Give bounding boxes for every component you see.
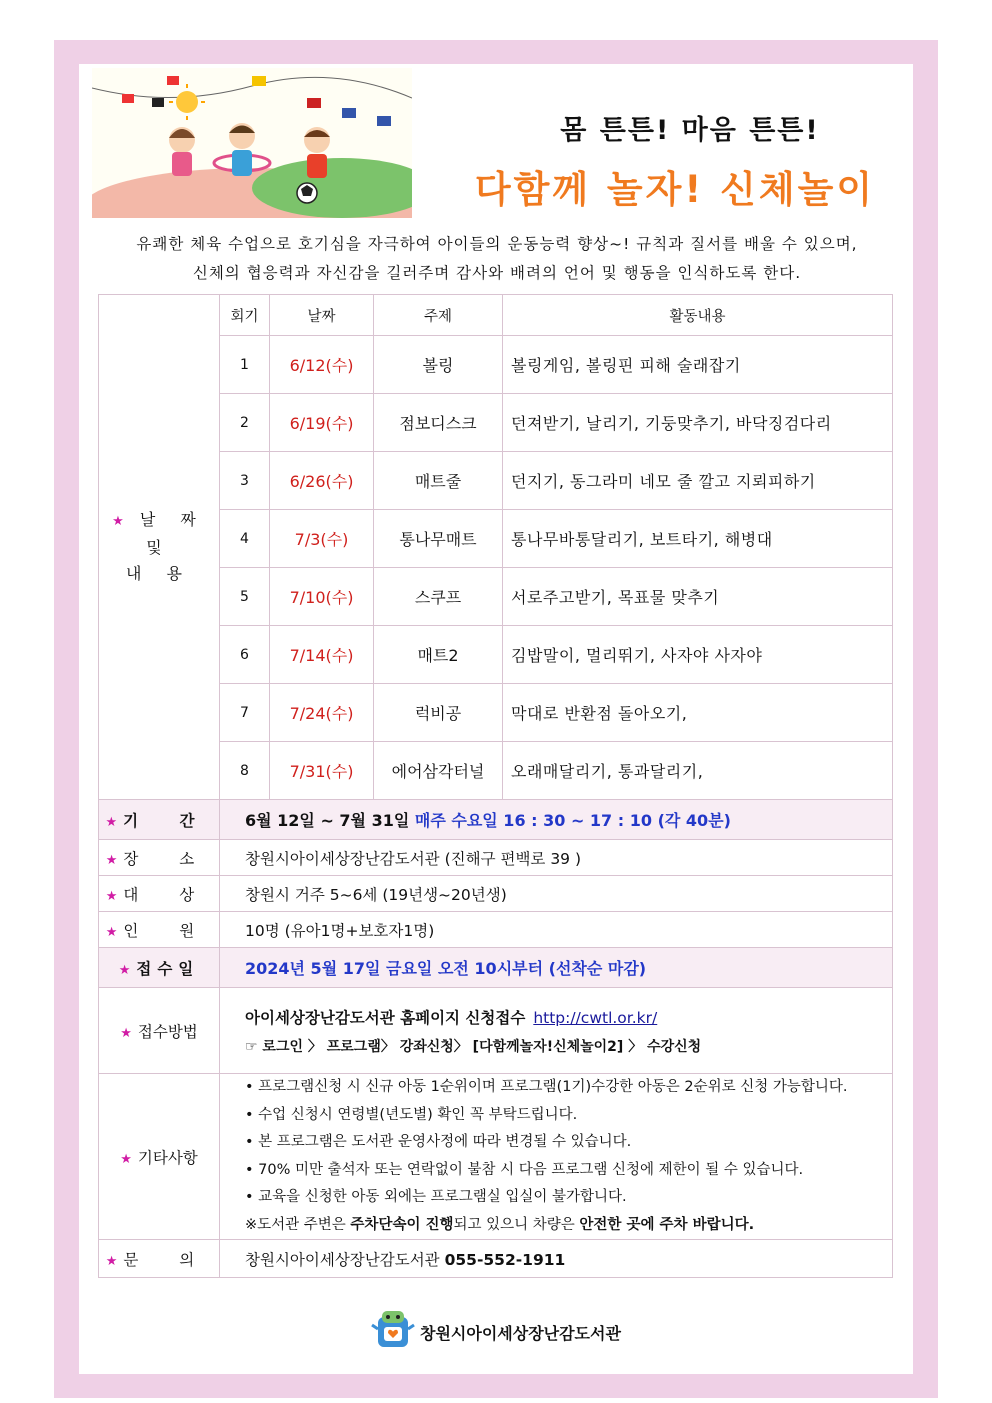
parking-note-b: 주차단속이 진행 (350, 1216, 454, 1233)
star-icon: ★ (105, 888, 118, 904)
reception-label-text: 접수일 (136, 959, 200, 978)
row-no: 5 (220, 568, 270, 626)
star-icon: ★ (105, 1253, 118, 1269)
row-activity: 던지기, 동그라미 네모 줄 깔고 지뢰피하기 (503, 452, 893, 510)
schedule-label-line1: 날 짜 (139, 510, 206, 529)
capacity-row (99, 912, 893, 948)
place-row (99, 840, 893, 876)
row-activity: 던져받기, 날리기, 기둥맞추기, 바닥징검다리 (503, 394, 893, 452)
title-block (420, 108, 900, 213)
header-topic: 주제 (374, 295, 503, 336)
contact-phone: 055-552-1911 (444, 1250, 566, 1269)
note-item: • 본 프로그램은 도서관 운영사정에 따라 변경될 수 있습니다. (245, 1134, 632, 1150)
note-item: • 교육을 신청한 아동 외에는 프로그램실 입실이 불가합니다. (245, 1189, 627, 1205)
title-line1: 몸 튼튼! 마음 튼튼! (560, 115, 820, 146)
row-no: 1 (220, 336, 270, 394)
schedule-label-line2: 및 (146, 538, 172, 557)
parking-note-c: 되고 있으니 차량은 (453, 1216, 580, 1233)
star-icon: ★ (120, 1151, 132, 1167)
row-no: 8 (220, 742, 270, 800)
header-no: 회기 (220, 295, 270, 336)
row-topic: 럭비공 (374, 684, 503, 742)
notes-label (99, 1074, 220, 1240)
row-topic: 볼링 (374, 336, 503, 394)
row-activity: 볼링게임, 볼링핀 피해 술래잡기 (503, 336, 893, 394)
kids-playing-illustration (92, 68, 412, 218)
star-icon: ★ (105, 814, 118, 830)
title-line2: 다함께 놀자! 신체놀이 (474, 168, 876, 211)
star-icon: ★ (105, 924, 118, 940)
place-label-text: 장 소 (123, 849, 213, 868)
row-topic: 매트줄 (374, 452, 503, 510)
place-value: 창원시아이세상장난감도서관 (진해구 편백로 39 ) (220, 840, 893, 876)
target-value: 창원시 거주 5~6세 (19년생~20년생) (220, 876, 893, 912)
contact-row (99, 1240, 893, 1278)
row-date: 6/26(수) (270, 452, 374, 510)
notes-value (220, 1074, 893, 1240)
homepage-link[interactable]: http://cwtl.or.kr/ (533, 1008, 658, 1027)
method-line1: 아이세상장난감도서관 홈페이지 신청접수 (245, 1008, 526, 1027)
footer-logo (370, 1307, 670, 1357)
contact-value (220, 1240, 893, 1278)
header-activity: 활동내용 (503, 295, 893, 336)
row-date: 7/31(수) (270, 742, 374, 800)
star-icon: ★ (118, 962, 131, 978)
row-date: 7/10(수) (270, 568, 374, 626)
row-date: 7/24(수) (270, 684, 374, 742)
row-date: 6/19(수) (270, 394, 374, 452)
footer-org-name: 창원시아이세상장난감도서관 (420, 1324, 621, 1343)
target-label-text: 대 상 (123, 885, 213, 904)
parking-note (245, 1212, 892, 1240)
target-row (99, 876, 893, 912)
note-item: • 수업 신청시 연령별(년도별) 확인 꼭 부탁드립니다. (245, 1106, 578, 1123)
target-label (99, 876, 220, 912)
method-row (99, 988, 893, 1074)
row-no: 7 (220, 684, 270, 742)
row-activity: 통나무바통달리기, 보트타기, 해병대 (503, 510, 893, 568)
capacity-label-text: 인 원 (123, 921, 213, 940)
contact-name: 창원시아이세상장난감도서관 (245, 1250, 440, 1269)
row-activity: 오래매달리기, 통과달리기, (503, 742, 893, 800)
row-topic: 점보디스크 (374, 394, 503, 452)
row-no: 3 (220, 452, 270, 510)
program-table (98, 294, 893, 1278)
row-date: 7/14(수) (270, 626, 374, 684)
row-topic: 스쿠프 (374, 568, 503, 626)
capacity-value: 10명 (유아1명+보호자1명) (220, 912, 893, 948)
library-mascot-icon (370, 1307, 416, 1353)
row-date: 7/3(수) (270, 510, 374, 568)
row-no: 6 (220, 626, 270, 684)
period-row (99, 800, 893, 840)
reception-value: 2024년 5월 17일 금요일 오전 10시부터 (선착순 마감) (220, 948, 893, 988)
star-icon: ★ (105, 852, 118, 868)
period-label-text: 기 간 (123, 811, 213, 830)
method-line2: ☞ 로그인 〉 프로그램〉 강좌신청〉 [다함께놀자!신체놀이2] 〉 수강신청 (245, 1038, 702, 1055)
intro-line1: 유쾌한 체육 수업으로 호기심을 자극하여 아이들의 운동능력 향상~! 규칙과 질서를 배울 수 있으며, (136, 235, 858, 253)
star-icon: ★ (120, 1025, 132, 1041)
method-label-text: 접수방법 (137, 1022, 198, 1041)
row-topic: 에어삼각터널 (374, 742, 503, 800)
notes-label-text: 기타사항 (137, 1148, 198, 1167)
place-label (99, 840, 220, 876)
row-activity: 서로주고받기, 목표물 맞추기 (503, 568, 893, 626)
parking-note-d: 안전한 곳에 주차 바랍니다. (579, 1216, 755, 1233)
header-date: 날짜 (270, 295, 374, 336)
period-main: 6월 12일 ~ 7월 31일 (245, 811, 410, 830)
row-date: 6/12(수) (270, 336, 374, 394)
schedule-header-row (99, 295, 893, 336)
intro-text (92, 230, 902, 288)
notes-row (99, 1074, 893, 1240)
row-topic: 매트2 (374, 626, 503, 684)
contact-label (99, 1240, 220, 1278)
row-topic: 통나무매트 (374, 510, 503, 568)
parking-note-a: ※도서관 주변은 (245, 1216, 351, 1233)
capacity-label (99, 912, 220, 948)
row-no: 4 (220, 510, 270, 568)
schedule-label (99, 295, 220, 800)
period-label (99, 800, 220, 840)
method-label (99, 988, 220, 1074)
contact-label-text: 문 의 (123, 1250, 213, 1269)
reception-label (99, 948, 220, 988)
star-icon: ★ (112, 514, 134, 529)
row-activity: 막대로 반환점 돌아오기, (503, 684, 893, 742)
note-item: • 프로그램신청 시 신규 아동 1순위이며 프로그램(1기)수강한 아동은 2순위로 신청 가능합니다. (245, 1079, 848, 1095)
note-item: • 70% 미만 출석자 또는 연락없이 불참 시 다음 프로그램 신청에 제한이 될 수 있습니다. (245, 1161, 804, 1178)
period-value (220, 800, 893, 840)
schedule-label-line3: 내 용 (126, 564, 192, 583)
row-activity: 김밥말이, 멀리뛰기, 사자야 사자야 (503, 626, 893, 684)
reception-row (99, 948, 893, 988)
method-value (220, 988, 893, 1074)
period-sub: 매주 수요일 16 : 30 ~ 17 : 10 (각 40분) (414, 811, 731, 830)
row-no: 2 (220, 394, 270, 452)
intro-line2: 신체의 협응력과 자신감을 길러주며 감사와 배려의 언어 및 행동을 인식하도록 한다. (192, 264, 802, 282)
